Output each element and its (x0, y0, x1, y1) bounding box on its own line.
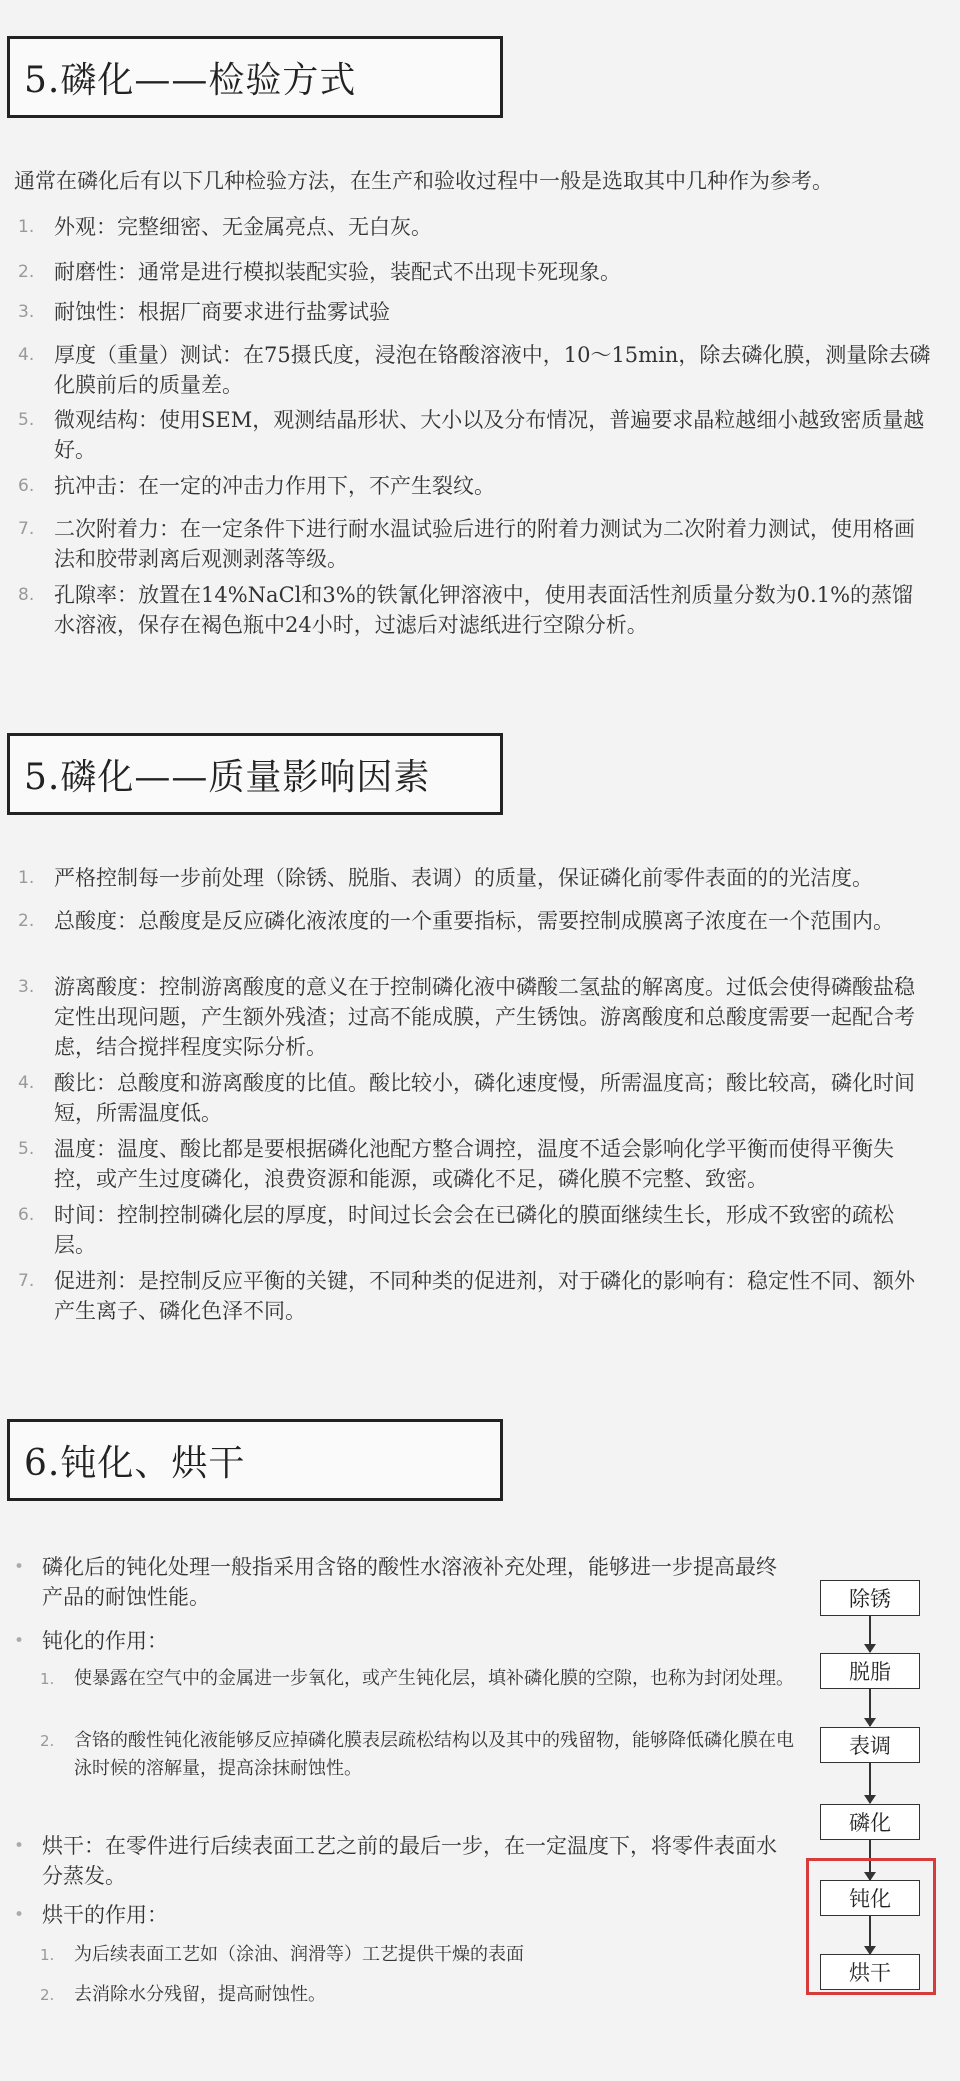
list-item (0, 863, 934, 893)
list-number: 7. (18, 519, 35, 539)
flow-step-derust: 除锈 (820, 1580, 920, 1616)
list-number: 2. (40, 1986, 55, 2004)
list-item (0, 471, 934, 501)
list-number: 8. (18, 585, 35, 605)
section-title-quality-factors: 5.磷化——质量影响因素 (7, 733, 503, 815)
bullet-text: 磷化后的钝化处理一般指采用含铬的酸性水溶液补充处理，能够进一步提高最终产品的耐蚀性能。 (42, 1555, 777, 1609)
flow-arrow-icon (869, 1763, 871, 1803)
list-text: 耐磨性：通常是进行模拟装配实验，装配式不出现卡死现象。 (54, 260, 621, 284)
flow-arrow-icon (869, 1616, 871, 1652)
list-number: 2. (18, 262, 35, 282)
bullet-icon: • (14, 1905, 25, 1925)
flow-step-degrease: 脱脂 (820, 1653, 920, 1689)
list-item (0, 257, 934, 287)
bullet-text: 钝化的作用： (42, 1629, 168, 1653)
list-number: 4. (18, 345, 35, 365)
list-item (0, 972, 934, 1062)
sub-list-item (40, 1727, 810, 1783)
list-item (0, 514, 934, 574)
list-text: 抗冲击：在一定的冲击力作用下，不产生裂纹。 (54, 474, 495, 498)
flow-step-phosphating: 磷化 (820, 1804, 920, 1840)
list-text: 时间：控制控制磷化层的厚度，时间过长会会在已磷化的膜面继续生长，形成不致密的疏松层。 (54, 1203, 894, 1257)
list-item (0, 1068, 934, 1128)
list-text: 孔隙率：放置在14%NaCl和3%的铁氰化钾溶液中，使用表面活性剂质量分数为0.1%的蒸馏水溶液，保存在褐色瓶中24小时，过滤后对滤纸进行空隙分析。 (54, 583, 914, 637)
bullet-icon: • (14, 1557, 25, 1577)
flow-step-passivation: 钝化 (820, 1880, 920, 1916)
bullet-passivation-role (14, 1626, 784, 1656)
list-number: 2. (40, 1732, 55, 1750)
list-text: 含铬的酸性钝化液能够反应掉磷化膜表层疏松结构以及其中的残留物，能够降低磷化膜在电泳时候的溶解量，提高涂抹耐蚀性。 (74, 1730, 794, 1779)
list-number: 3. (18, 977, 35, 997)
list-item (0, 906, 934, 936)
list-text: 酸比：总酸度和游离酸度的比值。酸比较小，磷化速度慢，所需温度高；酸比较高，磷化时间短，所需温度低。 (54, 1071, 915, 1125)
list-item (0, 212, 934, 242)
list-item (0, 405, 934, 465)
list-item (0, 1266, 934, 1326)
list-item (0, 340, 934, 400)
list-item (0, 1134, 934, 1194)
list-number: 6. (18, 476, 35, 496)
list-number: 5. (18, 410, 35, 430)
list-text: 耐蚀性：根据厂商要求进行盐雾试验 (54, 300, 390, 324)
list-text: 使暴露在空气中的金属进一步氧化，或产生钝化层，填补磷化膜的空隙，也称为封闭处理。 (74, 1668, 794, 1689)
bullet-icon: • (14, 1836, 25, 1856)
section-title-passivation-drying: 6.钝化、烘干 (7, 1419, 503, 1501)
list-text: 促进剂：是控制反应平衡的关键，不同种类的促进剂，对于磷化的影响有：稳定性不同、额外产生离子、磷化色泽不同。 (54, 1269, 915, 1323)
list-number: 3. (18, 302, 35, 322)
intro-text: 通常在磷化后有以下几种检验方法，在生产和验收过程中一般是选取其中几种作为参考。 (14, 169, 833, 193)
list-number: 1. (40, 1946, 55, 1964)
highlight-box (806, 1858, 936, 1995)
list-text: 外观：完整细密、无金属亮点、无白灰。 (54, 215, 432, 239)
bullet-icon: • (14, 1631, 25, 1651)
sub-list-item (40, 1665, 810, 1693)
list-text: 严格控制每一步前处理（除锈、脱脂、表调）的质量，保证磷化前零件表面的的光洁度。 (54, 866, 873, 890)
list-text: 游离酸度：控制游离酸度的意义在于控制磷化液中磷酸二氢盐的解离度。过低会使得磷酸盐稳定性出现问题，产生额外残渣；过高不能成膜，产生锈蚀。游离酸度和总酸度需要一起配合考虑，结合搅拌程度实际分析。 (54, 975, 915, 1059)
list-text: 为后续表面工艺如（涂油、润滑等）工艺提供干燥的表面 (74, 1944, 524, 1965)
section-title-inspection: 5.磷化——检验方式 (7, 36, 503, 118)
list-text: 二次附着力：在一定条件下进行耐水温试验后进行的附着力测试为二次附着力测试，使用格画法和胶带剥离后观测剥落等级。 (54, 517, 915, 571)
list-number: 1. (18, 217, 35, 237)
bullet-text: 烘干：在零件进行后续表面工艺之前的最后一步，在一定温度下，将零件表面水分蒸发。 (42, 1834, 777, 1888)
list-item (0, 580, 934, 640)
list-text: 厚度（重量）测试：在75摄氏度，浸泡在铬酸溶液中，10～15min，除去磷化膜，测量除去磷化膜前后的质量差。 (54, 343, 931, 397)
list-number: 5. (18, 1139, 35, 1159)
list-text: 温度：温度、酸比都是要根据磷化池配方整合调控，温度不适会影响化学平衡而使得平衡失控，或产生过度磷化，浪费资源和能源，或磷化不足，磷化膜不完整、致密。 (54, 1137, 894, 1191)
list-number: 1. (40, 1670, 55, 1688)
list-text: 去消除水分残留，提高耐蚀性。 (74, 1984, 326, 2005)
bullet-text: 烘干的作用： (42, 1903, 168, 1927)
flow-step-conditioning: 表调 (820, 1727, 920, 1763)
list-item (0, 1200, 934, 1260)
list-number: 6. (18, 1205, 35, 1225)
bullet-passivation-desc (14, 1552, 784, 1612)
list-number: 7. (18, 1271, 35, 1291)
sub-list-item (40, 1981, 810, 2009)
list-number: 4. (18, 1073, 35, 1093)
list-number: 2. (18, 911, 35, 931)
list-number: 1. (18, 868, 35, 888)
sub-list-item (40, 1941, 810, 1969)
list-item (0, 297, 934, 327)
bullet-drying-desc (14, 1831, 784, 1891)
list-text: 总酸度：总酸度是反应磷化液浓度的一个重要指标，需要控制成膜离子浓度在一个范围内。 (54, 909, 894, 933)
flow-step-drying: 烘干 (820, 1954, 920, 1990)
bullet-drying-role (14, 1900, 784, 1930)
flow-arrow-icon (869, 1689, 871, 1726)
list-text: 微观结构：使用SEM，观测结晶形状、大小以及分布情况，普遍要求晶粒越细小越致密质量越好。 (54, 408, 925, 462)
